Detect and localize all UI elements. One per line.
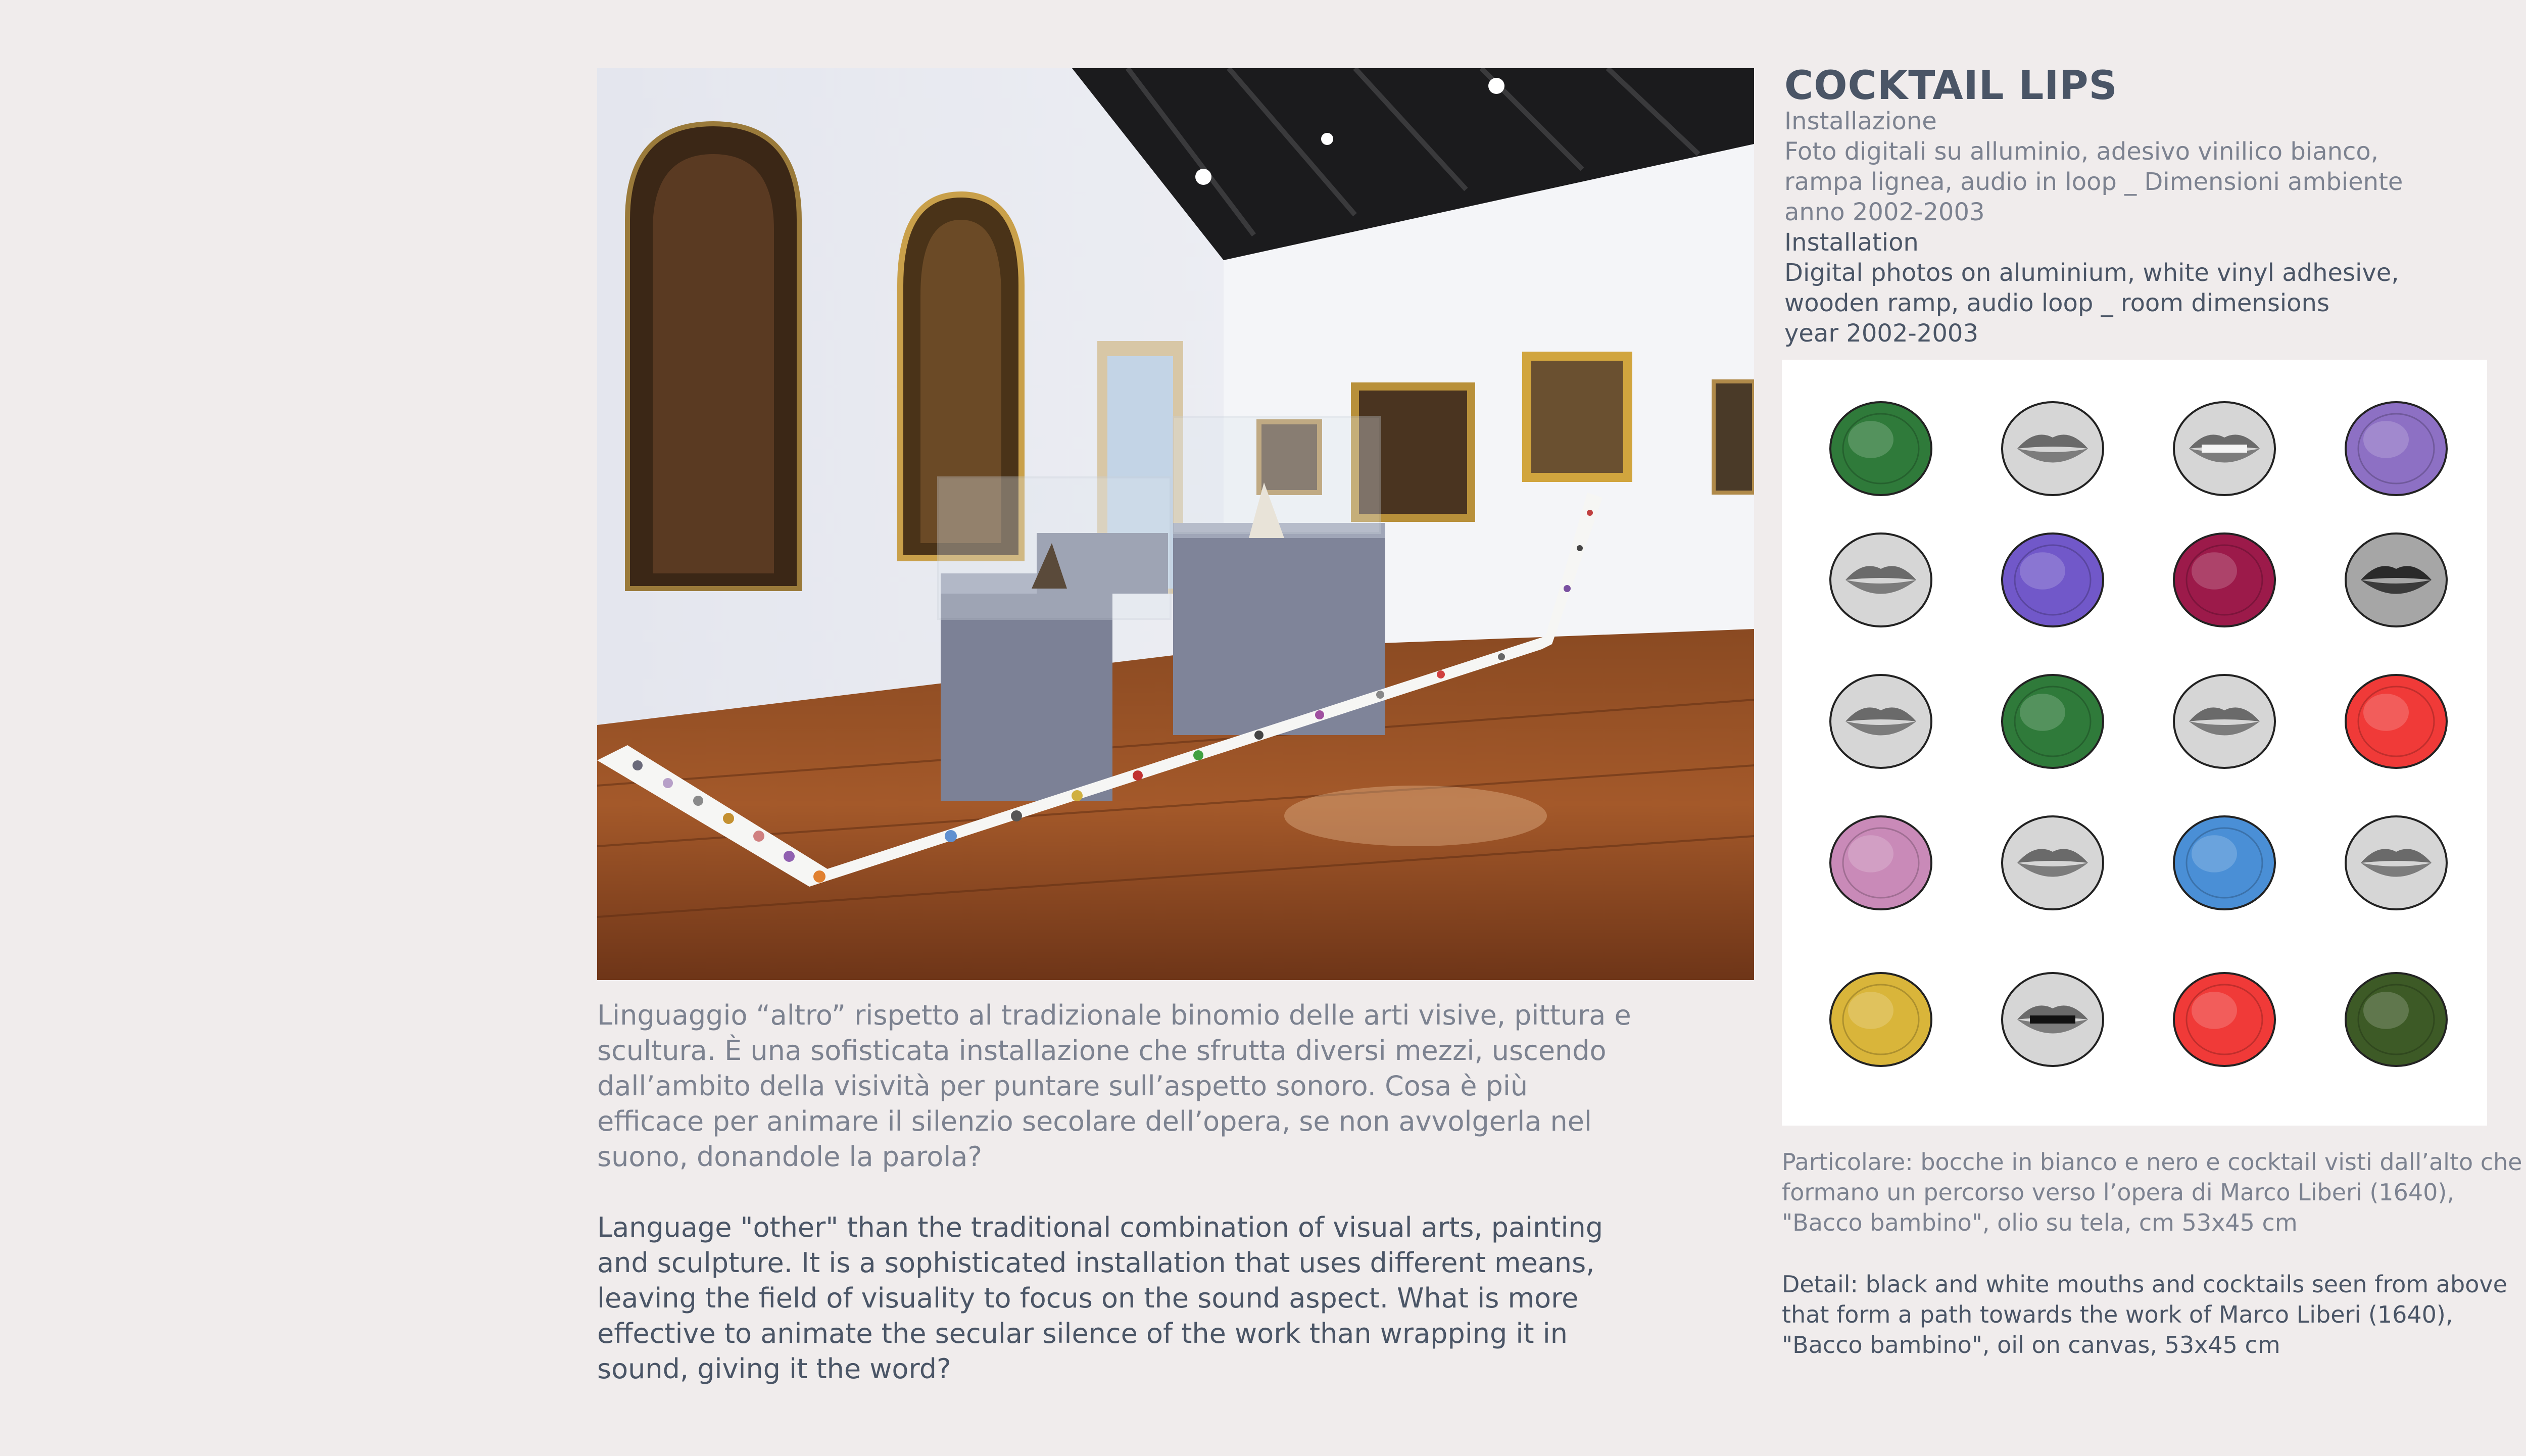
artwork-details (1784, 106, 2441, 349)
description-en-line: effective to animate the secular silence of the work than wrapping it in (597, 1318, 1568, 1349)
detail-it-line: Foto digitali su alluminio, adesivo vinilico bianco, (1784, 137, 2379, 166)
description-en-line: and sculpture. It is a sophisticated installation that uses different means, (597, 1247, 1595, 1279)
caption-it-line: formano un percorso verso l’opera di Marco Liberi (1640), (1782, 1179, 2454, 1206)
cocktail-disc (2346, 973, 2447, 1066)
cocktail-disc (2174, 816, 2275, 909)
description-it-line: scultura. È una sofisticata installazione che sfrutta diversi mezzi, uscendo (597, 1035, 1607, 1066)
detail-en-line: Digital photos on aluminium, white vinyl adhesive, (1784, 259, 2399, 287)
description-en-line: sound, giving it the word? (597, 1353, 951, 1385)
description-en-line: Language "other" than the traditional combination of visual arts, painting (597, 1211, 1603, 1243)
lips-disc (2346, 816, 2447, 909)
description-it-line: Linguaggio “altro” rispetto al tradizionale binomio delle arti visive, pittura e (597, 999, 1631, 1031)
caption-english (1782, 1269, 2526, 1360)
lips-disc (2002, 402, 2103, 495)
lips-disc (2002, 816, 2103, 909)
gallery-scene (597, 68, 1754, 980)
description-it-line: suono, donandole la parola? (597, 1141, 982, 1173)
cocktail-disc (2002, 675, 2103, 768)
description-en-line: leaving the field of visuality to focus on the sound aspect. What is more (597, 1282, 1579, 1314)
detail-en-line: wooden ramp, audio loop _ room dimensions (1784, 289, 2329, 317)
caption-italian (1782, 1147, 2526, 1238)
description-it-line: efficace per animare il silenzio secolare dell’opera, se non avvolgerla nel (597, 1105, 1592, 1137)
cocktail-disc (1830, 973, 1931, 1066)
description-italian (597, 998, 1631, 1175)
gallery-installation-photo (597, 68, 1754, 980)
lips-cocktails-grid (1782, 360, 2487, 1126)
detail-en-line: Installation (1784, 228, 1919, 257)
detail-it-line: anno 2002-2003 (1784, 198, 1985, 226)
caption-en-line: "Bacco bambino", oil on canvas, 53x45 cm (1782, 1331, 2280, 1358)
caption-it-line: Particolare: bocche in bianco e nero e cocktail visti dall’alto che (1782, 1148, 2522, 1176)
lips-disc (2174, 402, 2275, 495)
lips-disc (1830, 533, 1931, 626)
cocktail-disc (2346, 675, 2447, 768)
artwork-title: COCKTAIL LIPS (1784, 63, 2118, 109)
cocktail-disc (2002, 533, 2103, 626)
lips-disc (2174, 675, 2275, 768)
detail-en-line: year 2002-2003 (1784, 319, 1978, 348)
cocktail-disc (2346, 402, 2447, 495)
cocktail-disc (1830, 402, 1931, 495)
caption-it-line: "Bacco bambino", olio su tela, cm 53x45 cm (1782, 1209, 2298, 1236)
caption-en-line: Detail: black and white mouths and cocktails seen from above (1782, 1271, 2507, 1298)
lips-disc (1830, 675, 1931, 768)
description-it-line: dall’ambito della visività per puntare sull’aspetto sonoro. Cosa è più (597, 1070, 1528, 1102)
detail-it-line: rampa lignea, audio in loop _ Dimensioni ambiente (1784, 168, 2403, 196)
lips-grid-canvas (1782, 360, 2487, 1126)
detail-it-line: Installazione (1784, 107, 1937, 135)
lips-disc (2346, 533, 2447, 626)
cocktail-disc (1830, 816, 1931, 909)
caption-en-line: that form a path towards the work of Marco Liberi (1640), (1782, 1301, 2453, 1328)
cocktail-disc (2174, 973, 2275, 1066)
description-english (597, 1210, 1608, 1387)
cocktail-disc (2174, 533, 2275, 626)
lips-disc (2002, 973, 2103, 1066)
